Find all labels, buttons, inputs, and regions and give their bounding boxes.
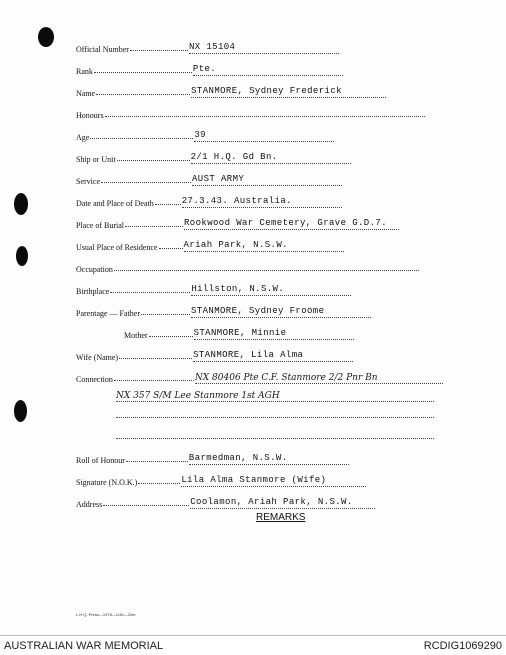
row-official-number — [76, 40, 339, 54]
row-usual-residence — [76, 238, 344, 252]
row-roll-of-honour — [76, 451, 349, 465]
row-rank — [76, 62, 343, 76]
footer-institution: AUSTRALIAN WAR MEMORIAL — [4, 640, 164, 652]
row-place-of-burial — [76, 216, 399, 230]
value-age: 39 — [194, 130, 334, 142]
label-roll-of-honour: Roll of Honour — [76, 456, 125, 465]
row-wife — [76, 348, 353, 362]
value-parentage-mother: STANMORE, Minnie — [194, 328, 354, 340]
label-service: Service — [76, 177, 100, 186]
row-date-place-death — [76, 194, 342, 208]
footer-record-id: RCDIG1069290 — [423, 640, 502, 652]
label-signature: Signature (N.O.K.) — [76, 478, 138, 487]
value-wife: STANMORE, Lila Alma — [193, 350, 353, 362]
row-parentage-father — [76, 304, 371, 318]
label-parentage-father: Parentage — Father — [76, 309, 140, 318]
punch-hole-1 — [38, 27, 54, 47]
label-ship-or-unit: Ship or Unit — [76, 155, 116, 164]
label-wife: Wife (Name) — [76, 353, 119, 362]
label-name: Name — [76, 89, 96, 98]
row-ship-or-unit — [76, 150, 351, 164]
label-address: Address — [76, 500, 103, 509]
row-occupation — [76, 260, 420, 274]
label-parentage-mother: Mother — [124, 331, 148, 340]
blank-line-1 — [116, 417, 434, 418]
label-usual-residence: Usual Place of Residence — [76, 243, 158, 252]
value-place-of-burial: Rookwood War Cemetery, Grave G.D.7. — [184, 218, 399, 230]
value-signature: Lila Alma Stanmore (Wife) — [181, 475, 366, 487]
row-signature — [76, 473, 366, 487]
value-usual-residence: Ariah Park, N.S.W. — [184, 240, 344, 252]
row-connection-2 — [116, 388, 434, 402]
value-service: AUST ARMY — [192, 174, 342, 186]
value-official-number: NX 15104 — [189, 42, 339, 54]
label-honours: Honours — [76, 111, 104, 120]
label-rank: Rank — [76, 67, 93, 76]
row-birthplace — [76, 282, 351, 296]
value-name: STANMORE, Sydney Frederick — [191, 86, 386, 98]
punch-hole-4 — [14, 400, 27, 422]
punch-hole-3 — [16, 246, 28, 266]
row-age — [76, 128, 334, 142]
value-connection-line-1: NX 80406 Pte C.F. Stanmore 2/2 Pnr Bn — [195, 373, 443, 384]
row-name — [76, 84, 386, 98]
label-age: Age — [76, 133, 90, 142]
value-address: Coolamon, Ariah Park, N.S.W. — [190, 497, 375, 509]
printer-imprint: L.H.Q. Press—1976—1/45—20m. — [76, 612, 137, 617]
label-connection: Connection — [76, 375, 113, 384]
row-connection — [76, 370, 443, 384]
label-birthplace: Birthplace — [76, 287, 110, 296]
label-occupation: Occupation — [76, 265, 113, 274]
blank-line-2 — [116, 438, 434, 439]
label-date-place-death: Date and Place of Death — [76, 199, 154, 208]
value-rank: Pte. — [193, 64, 343, 76]
row-service — [76, 172, 342, 186]
value-date-place-death: 27.3.43. Australia. — [182, 196, 342, 208]
row-address — [76, 495, 375, 509]
value-birthplace: Hillston, N.S.W. — [191, 284, 351, 296]
label-official-number: Official Number — [76, 45, 129, 54]
value-ship-or-unit: 2/1 H.Q. Gd Bn. — [191, 152, 351, 164]
value-connection-line-2: NX 357 S/M Lee Stanmore 1st AGH — [116, 391, 434, 402]
value-roll-of-honour: Barmedman, N.S.W. — [189, 453, 349, 465]
row-parentage-mother — [124, 326, 354, 340]
value-parentage-father: STANMORE, Sydney Froome — [191, 306, 371, 318]
punch-hole-2 — [14, 193, 28, 215]
archive-footer — [0, 635, 506, 655]
label-place-of-burial: Place of Burial — [76, 221, 124, 230]
row-honours — [76, 106, 426, 120]
remarks-heading: REMARKS — [256, 512, 306, 523]
